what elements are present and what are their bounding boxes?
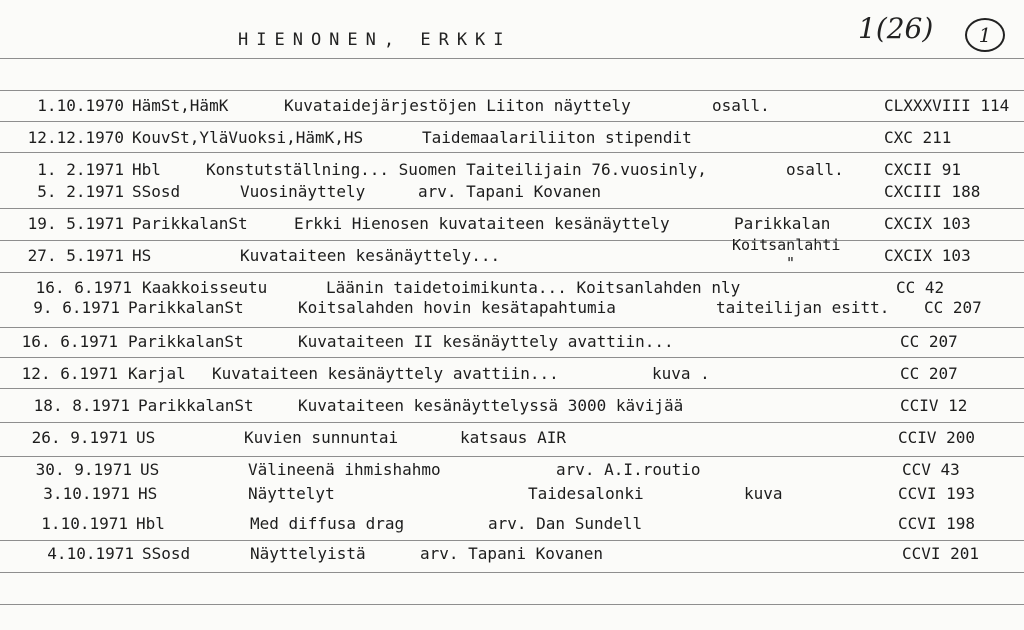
entry-source: ParikkalanSt [128, 332, 244, 351]
entry-source: ParikkalanSt [132, 214, 248, 233]
entry-date: 27. 5.1971 [27, 246, 124, 265]
entry-date: 16. 6.1971 [35, 278, 132, 297]
entry-date: 3.10.1971 [43, 484, 130, 503]
entry-source: Kaakkoisseutu [142, 278, 268, 297]
list-item [0, 298, 1024, 322]
entry-source: HS [132, 246, 152, 265]
ruled-line [0, 388, 1024, 389]
entry-date: 1.10.1970 [37, 96, 124, 115]
ruled-line [0, 208, 1024, 209]
entry-title: Kuvataidejärjestöjen Liiton näyttely [284, 96, 631, 115]
entry-reference: CCVI 198 [898, 514, 976, 533]
ruled-line [0, 152, 1024, 153]
entry-source: SSosd [142, 544, 191, 563]
ruled-line [0, 456, 1024, 457]
list-item [0, 484, 1024, 508]
entry-title: Kuvien sunnuntai [244, 428, 399, 447]
entry-title: Koitsalahden hovin kesätapahtumia [298, 298, 616, 317]
entry-source: Karjal [128, 364, 186, 383]
entry-date: 19. 5.1971 [27, 214, 124, 233]
entry-note: arv. A.I.routio [556, 460, 701, 479]
entry-date: 5. 2.1971 [37, 182, 124, 201]
entry-title: Läänin taidetoimikunta... Koitsanlahden nly [326, 278, 741, 297]
entry-note: Koitsanlahti [732, 236, 841, 254]
entry-date: 9. 6.1971 [33, 298, 120, 317]
list-item [0, 364, 1024, 388]
entry-source: US [136, 428, 156, 447]
entry-title: Kuvataiteen kesänäyttelyssä 3000 kävijää [298, 396, 684, 415]
entry-title: Erkki Hienosen kuvataiteen kesänäyttely [294, 214, 670, 233]
entry-note: Taidesalonki [528, 484, 644, 503]
list-item [0, 514, 1024, 538]
ruled-line [0, 604, 1024, 605]
entry-date: 16. 6.1971 [21, 332, 118, 351]
list-item [0, 246, 1024, 270]
handwritten-circled-number: 1 [965, 18, 1005, 52]
entry-source: ParikkalanSt [138, 396, 254, 415]
ruled-line [0, 58, 1024, 59]
entry-reference: CCIV 200 [898, 428, 976, 447]
entry-note: osall. [786, 160, 844, 179]
entry-title: Näyttelyistä [250, 544, 366, 563]
entry-title: Kuvataiteen II kesänäyttely avattiin... [298, 332, 674, 351]
ruled-line [0, 357, 1024, 358]
entry-source: US [140, 460, 160, 479]
list-item [0, 160, 1024, 184]
entry-date: 26. 9.1971 [31, 428, 128, 447]
entry-note: kuva . [652, 364, 710, 383]
entry-source: Hbl [132, 160, 161, 179]
entry-photo-note: kuva [744, 484, 783, 503]
entry-title: Med diffusa drag [250, 514, 405, 533]
entry-title: Näyttelyt [248, 484, 335, 503]
entry-date: 18. 8.1971 [33, 396, 130, 415]
entry-source: ParikkalanSt [128, 298, 244, 317]
entry-source: KouvSt,YläVuoksi,HämK,HS [132, 128, 364, 147]
entry-reference: CXC 211 [884, 128, 952, 147]
entry-reference: CCIV 12 [900, 396, 968, 415]
entry-note: katsaus AIR [460, 428, 566, 447]
entry-source: HS [138, 484, 158, 503]
entry-title: Kuvataiteen kesänäyttely avattiin... [212, 364, 559, 383]
entry-title: Välineenä ihmishahmo [248, 460, 441, 479]
entry-title: Taidemaalariliiton stipendit [422, 128, 692, 147]
entry-reference: CXCIX 103 [884, 246, 971, 265]
entry-reference: CCVI 193 [898, 484, 976, 503]
entry-reference: CLXXXVIII 114 [884, 96, 1010, 115]
entry-reference: CCVI 201 [902, 544, 980, 563]
entry-date: 30. 9.1971 [35, 460, 132, 479]
list-item [0, 544, 1024, 568]
ruled-line [0, 422, 1024, 423]
entry-reference: CXCIX 103 [884, 214, 971, 233]
list-item [0, 182, 1024, 206]
ruled-line [0, 240, 1024, 241]
entry-title: Vuosinäyttely [240, 182, 366, 201]
ruled-line [0, 572, 1024, 573]
entry-reference: CXCIII 188 [884, 182, 981, 201]
handwritten-card-number: 1(26) [858, 12, 934, 45]
entry-date: 12.12.1970 [27, 128, 124, 147]
ruled-line [0, 327, 1024, 328]
list-item [0, 128, 1024, 152]
list-item [0, 214, 1024, 238]
entry-date: 1. 2.1971 [37, 160, 124, 179]
entry-title: Kuvataiteen kesänäyttely... [240, 246, 501, 265]
entry-note: osall. [712, 96, 770, 115]
entry-note: arv. Dan Sundell [488, 514, 643, 533]
list-item [0, 460, 1024, 484]
entry-reference: CXCII 91 [884, 160, 962, 179]
entry-source: Hbl [136, 514, 165, 533]
ruled-line [0, 121, 1024, 122]
entry-reference: CCV 43 [902, 460, 960, 479]
ruled-line [0, 540, 1024, 541]
entry-reference: CC 207 [900, 332, 958, 351]
ruled-line [0, 90, 1024, 91]
list-item [0, 332, 1024, 356]
entry-note: arv. Tapani Kovanen [418, 182, 602, 201]
entry-title: Konstutställning... Suomen Taiteilijain 76.vuosinly, [206, 160, 707, 179]
entry-reference: CC 42 [896, 278, 945, 297]
list-item [0, 428, 1024, 452]
entry-reference: CC 207 [924, 298, 982, 317]
entry-date: 12. 6.1971 [21, 364, 118, 383]
entry-source: HämSt,HämK [132, 96, 229, 115]
entry-note: taiteilijan esitt. [716, 298, 890, 317]
entry-source: SSosd [132, 182, 181, 201]
entry-date: 1.10.1971 [41, 514, 128, 533]
list-item [0, 96, 1024, 120]
entry-note: Parikkalan [734, 214, 831, 233]
entry-note: arv. Tapani Kovanen [420, 544, 604, 563]
ditto-mark: " [786, 254, 796, 272]
ruled-line [0, 272, 1024, 273]
entry-date: 4.10.1971 [47, 544, 134, 563]
card-heading-name: HIENONEN, ERKKI [238, 30, 512, 50]
entry-reference: CC 207 [900, 364, 958, 383]
list-item [0, 396, 1024, 420]
